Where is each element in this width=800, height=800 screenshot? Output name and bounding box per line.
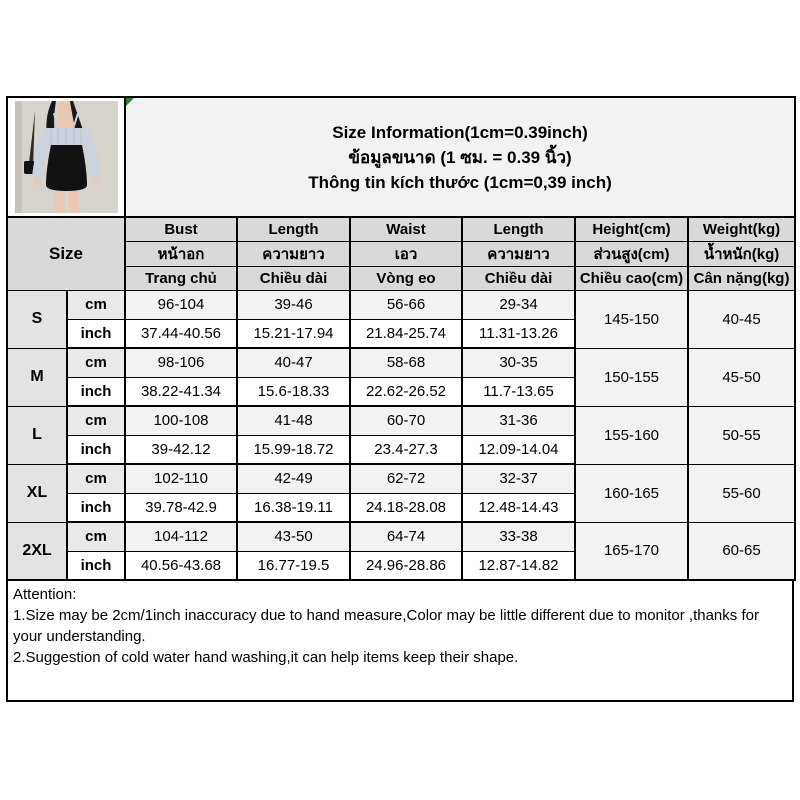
- title-vietnamese: Thông tin kích thước (1cm=0,39 inch): [308, 172, 612, 192]
- size-table: [6, 96, 796, 581]
- column-header-height-vi: Chiều cao(cm): [575, 266, 688, 290]
- column-header-length2: Length: [462, 217, 575, 241]
- attention-note: [6, 581, 794, 702]
- value-waist-inch: 24.18-28.08: [350, 493, 462, 522]
- value-height: 155-160: [575, 406, 688, 464]
- value-waist-cm: 58-68: [350, 348, 462, 377]
- size-header-cell: Size: [7, 217, 125, 290]
- value-waist-inch: 22.62-26.52: [350, 377, 462, 406]
- table-row-l-cm: [7, 406, 795, 435]
- value-weight: 45-50: [688, 348, 795, 406]
- value-waist-cm: 62-72: [350, 464, 462, 493]
- value-length-cm: 43-50: [237, 522, 350, 551]
- product-photo: [15, 101, 118, 213]
- value-waist-inch: 24.96-28.86: [350, 551, 462, 580]
- column-header-length-th: ความยาว: [237, 241, 350, 266]
- value-length-inch: 15.21-17.94: [237, 319, 350, 348]
- column-header-bust: Bust: [125, 217, 237, 241]
- value-weight: 55-60: [688, 464, 795, 522]
- column-header-bust-th: หน้าอก: [125, 241, 237, 266]
- value-length2-cm: 29-34: [462, 290, 575, 319]
- value-bust-inch: 39.78-42.9: [125, 493, 237, 522]
- value-length-inch: 15.99-18.72: [237, 435, 350, 464]
- value-length2-inch: 12.87-14.82: [462, 551, 575, 580]
- title-english: Size Information(1cm=0.39inch): [332, 122, 588, 142]
- value-weight: 60-65: [688, 522, 795, 580]
- unit-label-cm: cm: [67, 464, 125, 493]
- attention-title: Attention:: [13, 586, 77, 603]
- value-bust-cm: 100-108: [125, 406, 237, 435]
- value-length-cm: 41-48: [237, 406, 350, 435]
- attention-line-1: 1.Size may be 2cm/1inch inaccuracy due to hand measure,Color may be little different due to monitor ,thanks for your understanding.: [13, 607, 759, 645]
- column-header-weight-th: น้ำหนัก(kg): [688, 241, 795, 266]
- header-row-english: [7, 217, 795, 241]
- value-length2-cm: 32-37: [462, 464, 575, 493]
- unit-label-cm: cm: [67, 406, 125, 435]
- value-length-cm: 42-49: [237, 464, 350, 493]
- header-row-thai: [7, 241, 795, 266]
- value-length2-inch: 11.7-13.65: [462, 377, 575, 406]
- column-header-length2-vi: Chiều dài: [462, 266, 575, 290]
- value-bust-cm: 104-112: [125, 522, 237, 551]
- value-length2-cm: 33-38: [462, 522, 575, 551]
- value-waist-inch: 23.4-27.3: [350, 435, 462, 464]
- unit-label-inch: inch: [67, 551, 125, 580]
- value-bust-inch: 39-42.12: [125, 435, 237, 464]
- unit-label-cm: cm: [67, 348, 125, 377]
- size-cell: L: [7, 406, 67, 464]
- unit-label-inch: inch: [67, 435, 125, 464]
- size-chart-sheet: [6, 96, 794, 702]
- value-waist-inch: 21.84-25.74: [350, 319, 462, 348]
- size-information-title-cell: [125, 97, 795, 217]
- column-header-length2-th: ความยาว: [462, 241, 575, 266]
- column-header-height: Height(cm): [575, 217, 688, 241]
- value-bust-inch: 40.56-43.68: [125, 551, 237, 580]
- unit-label-cm: cm: [67, 290, 125, 319]
- value-bust-cm: 96-104: [125, 290, 237, 319]
- value-length-inch: 15.6-18.33: [237, 377, 350, 406]
- column-header-length-vi: Chiều dài: [237, 266, 350, 290]
- unit-label-inch: inch: [67, 319, 125, 348]
- value-weight: 50-55: [688, 406, 795, 464]
- value-height: 150-155: [575, 348, 688, 406]
- title-row: [7, 97, 795, 217]
- value-height: 145-150: [575, 290, 688, 348]
- unit-label-cm: cm: [67, 522, 125, 551]
- value-length2-inch: 12.09-14.04: [462, 435, 575, 464]
- value-length2-inch: 12.48-14.43: [462, 493, 575, 522]
- column-header-weight-vi: Cân nặng(kg): [688, 266, 795, 290]
- value-length2-cm: 30-35: [462, 348, 575, 377]
- column-header-length: Length: [237, 217, 350, 241]
- column-header-weight: Weight(kg): [688, 217, 795, 241]
- value-bust-inch: 37.44-40.56: [125, 319, 237, 348]
- column-header-waist-vi: Vòng eo: [350, 266, 462, 290]
- value-waist-cm: 64-74: [350, 522, 462, 551]
- value-bust-cm: 102-110: [125, 464, 237, 493]
- value-length2-cm: 31-36: [462, 406, 575, 435]
- table-row-2xl-cm: [7, 522, 795, 551]
- value-weight: 40-45: [688, 290, 795, 348]
- table-row-m-cm: [7, 348, 795, 377]
- value-bust-cm: 98-106: [125, 348, 237, 377]
- attention-line-2: 2.Suggestion of cold water hand washing,it can help items keep their shape.: [13, 649, 519, 666]
- value-height: 165-170: [575, 522, 688, 580]
- value-waist-cm: 60-70: [350, 406, 462, 435]
- column-header-waist: Waist: [350, 217, 462, 241]
- column-header-waist-th: เอว: [350, 241, 462, 266]
- table-row-xl-cm: [7, 464, 795, 493]
- column-header-height-th: ส่วนสูง(cm): [575, 241, 688, 266]
- size-cell: M: [7, 348, 67, 406]
- value-length-inch: 16.77-19.5: [237, 551, 350, 580]
- unit-label-inch: inch: [67, 377, 125, 406]
- header-row-vietnamese: [7, 266, 795, 290]
- column-header-bust-vi: Trang chủ: [125, 266, 237, 290]
- value-waist-cm: 56-66: [350, 290, 462, 319]
- value-length-cm: 39-46: [237, 290, 350, 319]
- unit-label-inch: inch: [67, 493, 125, 522]
- value-height: 160-165: [575, 464, 688, 522]
- size-cell: XL: [7, 464, 67, 522]
- size-cell: 2XL: [7, 522, 67, 580]
- value-length-inch: 16.38-19.11: [237, 493, 350, 522]
- green-corner-marker-icon: [126, 98, 134, 106]
- product-photo-cell: [7, 97, 125, 217]
- table-row-s-cm: [7, 290, 795, 319]
- title-thai: ข้อมูลขนาด (1 ซม. = 0.39 นิ้ว): [348, 147, 572, 167]
- value-length-cm: 40-47: [237, 348, 350, 377]
- value-bust-inch: 38.22-41.34: [125, 377, 237, 406]
- value-length2-inch: 11.31-13.26: [462, 319, 575, 348]
- size-cell: S: [7, 290, 67, 348]
